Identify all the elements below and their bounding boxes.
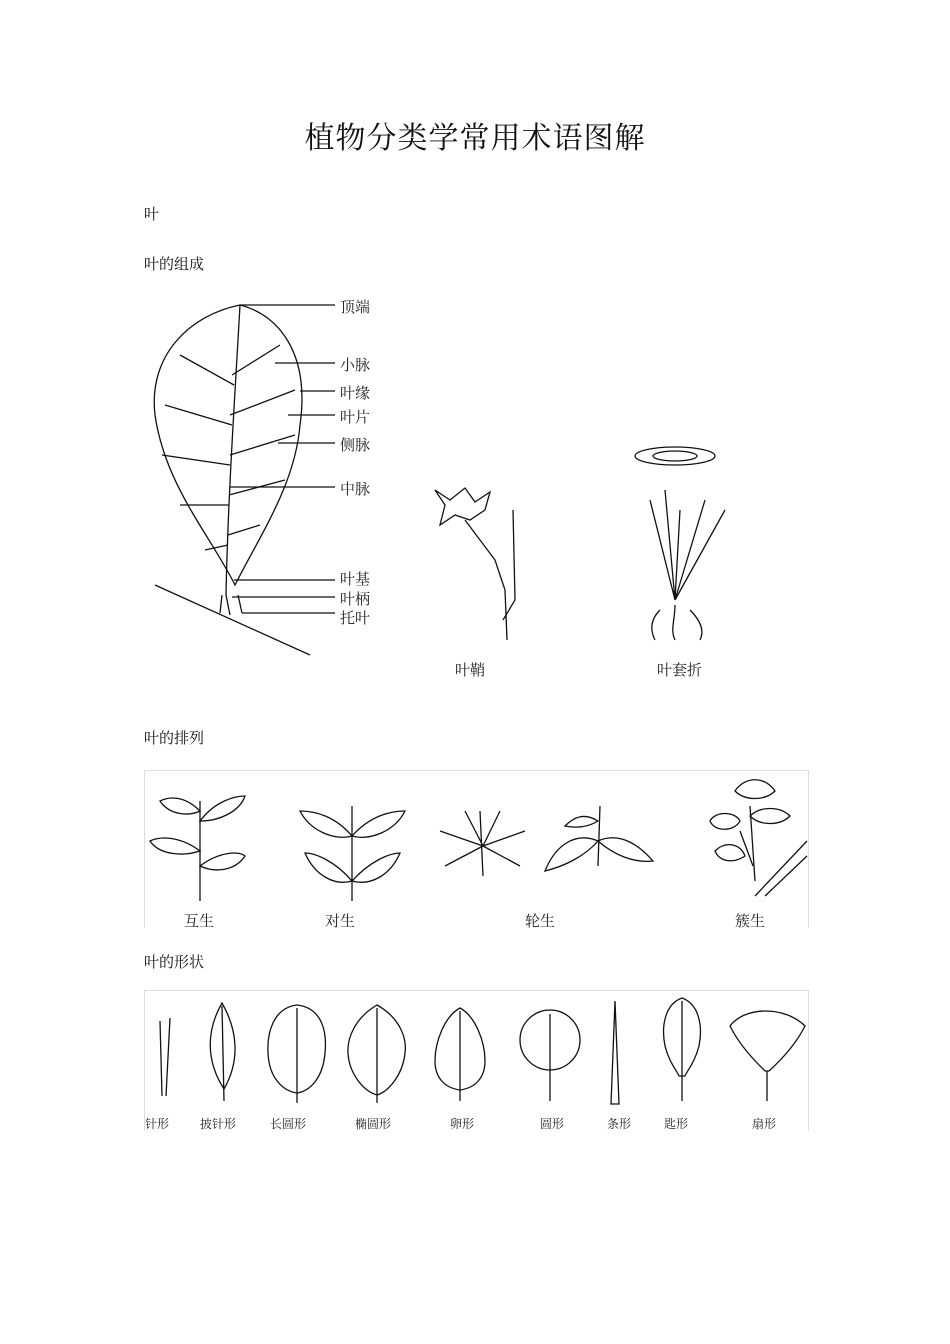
label-flabellate: 扇形 bbox=[752, 1117, 777, 1131]
subheading-leaf-composition: 叶的组成 bbox=[144, 255, 205, 273]
alternate-illustration bbox=[145, 791, 255, 901]
leaf-sheath-illustration bbox=[415, 480, 525, 640]
subheading-leaf-arrangement: 叶的排列 bbox=[144, 729, 205, 747]
shape-lanceolate bbox=[200, 1001, 245, 1101]
fascicled-illustration bbox=[695, 771, 808, 901]
page-title: 植物分类学常用术语图解 bbox=[304, 121, 646, 156]
label-spatulate: 匙形 bbox=[664, 1117, 689, 1131]
shape-flabellate bbox=[725, 1001, 810, 1101]
shape-acicular bbox=[150, 1016, 180, 1096]
equitant-leaf-illustration bbox=[630, 440, 740, 650]
leaf-shapes-panel bbox=[144, 990, 809, 1131]
label-ovate: 卵形 bbox=[450, 1117, 475, 1131]
label-opposite: 对生 bbox=[325, 912, 356, 930]
label-apex: 顶端 bbox=[340, 298, 371, 316]
shape-elliptic bbox=[345, 1003, 410, 1103]
label-alternate: 互生 bbox=[184, 912, 215, 930]
label-stipule: 托叶 bbox=[340, 609, 371, 627]
shape-orbicular bbox=[518, 1006, 583, 1101]
opposite-illustration bbox=[290, 791, 420, 901]
arrangement-panel bbox=[144, 770, 809, 928]
label-veinlet: 小脉 bbox=[340, 356, 371, 374]
label-leaf-base: 叶基 bbox=[340, 570, 371, 588]
label-leaf-sheath: 叶鞘 bbox=[455, 661, 486, 679]
label-midrib: 中脉 bbox=[340, 480, 371, 498]
label-petiole: 叶柄 bbox=[340, 590, 371, 608]
label-lateral-vein: 侧脉 bbox=[340, 436, 371, 454]
label-whorled: 轮生 bbox=[525, 912, 556, 930]
label-acicular: 针形 bbox=[145, 1117, 170, 1131]
label-elliptic: 椭圆形 bbox=[355, 1117, 392, 1131]
shape-spatulate bbox=[657, 996, 707, 1101]
label-oblong: 长圆形 bbox=[270, 1117, 307, 1131]
label-linear: 条形 bbox=[607, 1117, 632, 1131]
label-margin: 叶缘 bbox=[340, 384, 371, 402]
label-fascicled: 簇生 bbox=[735, 912, 766, 930]
subheading-leaf-shape: 叶的形状 bbox=[144, 953, 205, 971]
shape-ovate bbox=[430, 1006, 490, 1101]
section-heading-leaf: 叶 bbox=[144, 205, 160, 223]
label-blade: 叶片 bbox=[340, 408, 371, 426]
whorled-illustration bbox=[435, 801, 665, 881]
label-equitant: 叶套折 bbox=[657, 661, 703, 679]
shape-linear bbox=[605, 999, 625, 1104]
label-orbicular: 圆形 bbox=[540, 1117, 565, 1131]
label-lanceolate: 披针形 bbox=[200, 1117, 237, 1131]
shape-oblong bbox=[265, 1003, 330, 1103]
